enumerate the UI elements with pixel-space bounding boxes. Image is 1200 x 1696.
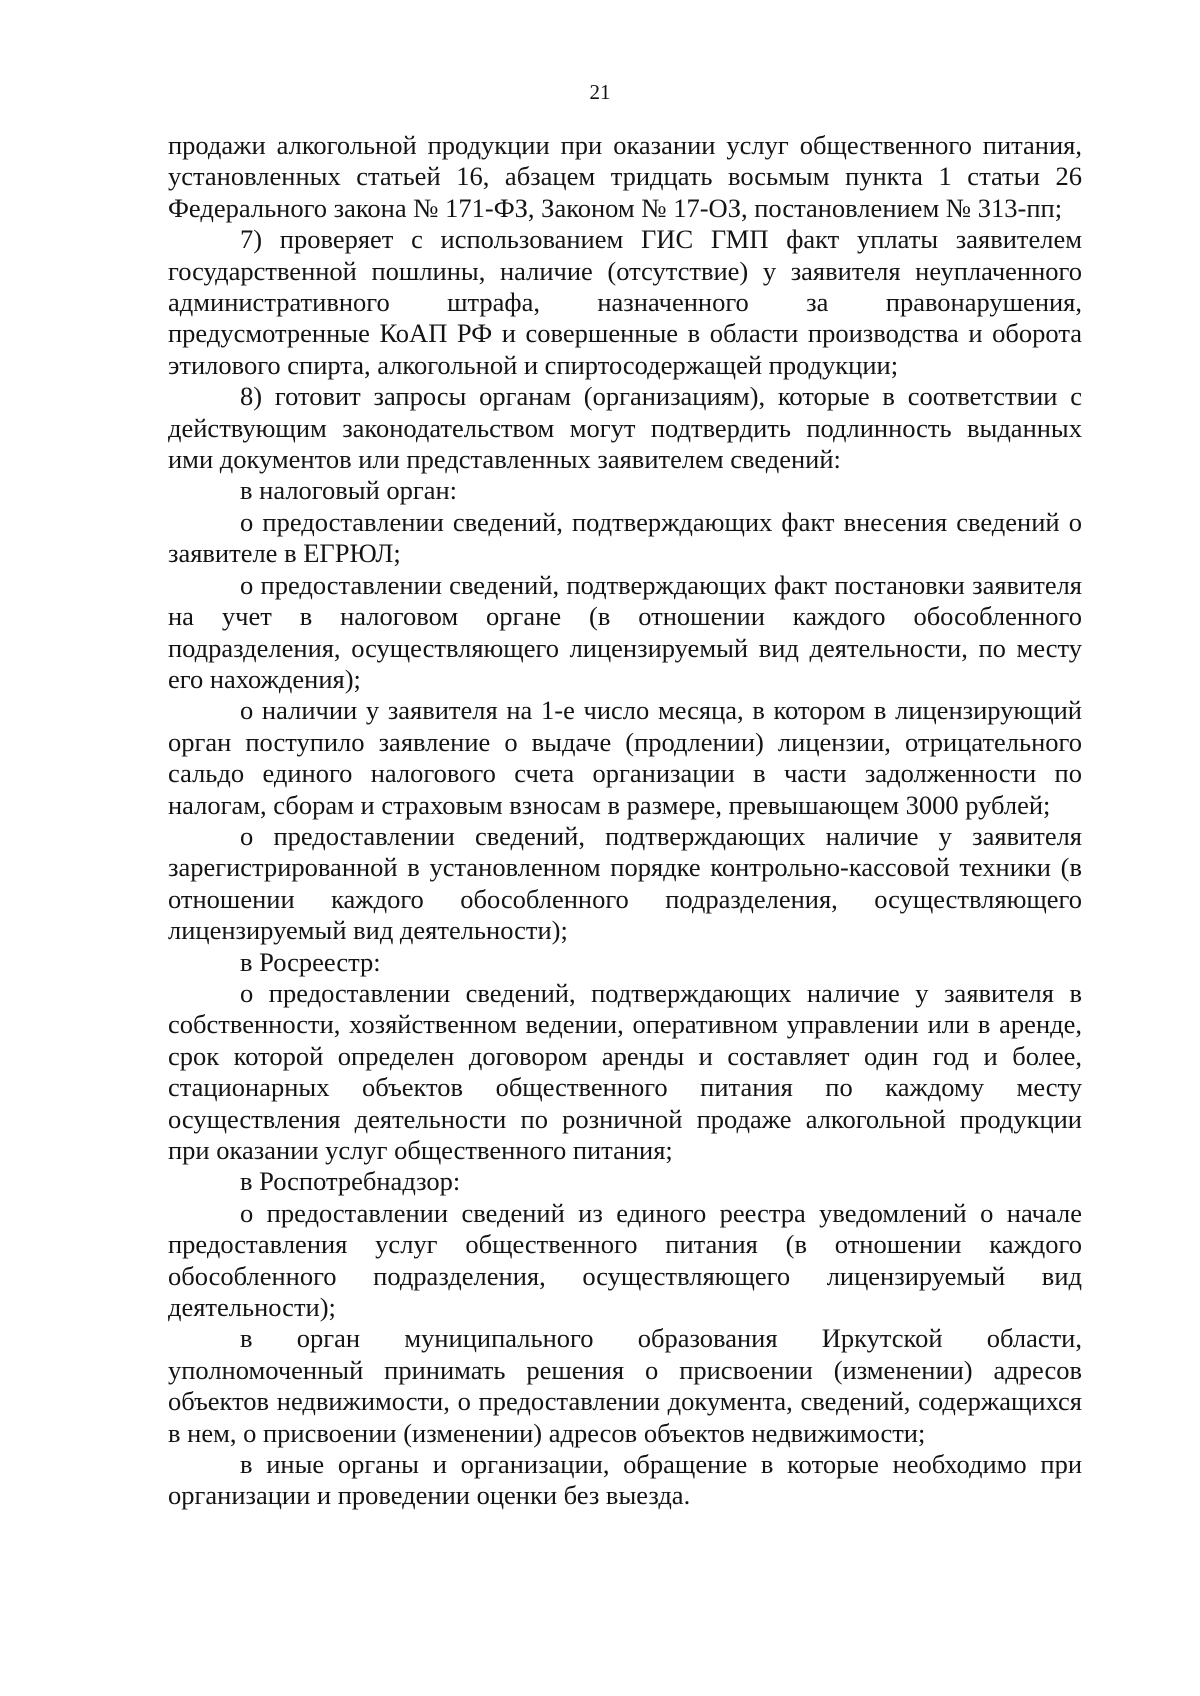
paragraph-municipal-body-request: в орган муниципального образования Иркутской области, уполномоченный принимать решения о присвоении (изменении) адресов объектов недвижимости, о предоставлении документа, сведений, содержащихся в нем, о присвоении (изменении) адресов объектов недвижимости;: [168, 1323, 1082, 1448]
paragraph-notification-registry-request: о предоставлении сведений из единого реестра уведомлений о начале предоставления услуг общественного питания (в отношении каждого обособленного подразделения, осуществляющего лицензируемый вид деятельности);: [168, 1197, 1082, 1323]
document-body: [168, 130, 1082, 1512]
paragraph-rosreestr-heading: в Росреестр:: [240, 946, 381, 977]
paragraph-property-request: о предоставлении сведений, подтверждающих наличие у заявителя в собственности, хозяйственном ведении, оперативном управлении или в аренде, срок которой определен договором аренды и составляет один год и более, стационарных объектов общественного питания по каждому месту осуществления деятельности по розничной продаже алкогольной продукции при оказании услуг общественного питания;: [168, 977, 1082, 1165]
paragraph-item-7: 7) проверяет с использованием ГИС ГМП факт уплаты заявителем государственной пошлины, наличие (отсутствие) у заявителя неуплаченного административного штрафа, назначенного за правонарушения, предусмотренные КоАП РФ и совершенные в области производства и оборота этилового спирта, алкогольной и спиртосодержащей продукции;: [168, 224, 1082, 380]
paragraph-tax-registration-request: о предоставлении сведений, подтверждающих факт постановки заявителя на учет в налоговом органе (в отношении каждого обособленного подразделения, осуществляющего лицензируемый вид деятельности, по месту его нахождения);: [168, 569, 1082, 694]
page-number: 21: [589, 80, 611, 104]
paragraph-egrul-request: о предоставлении сведений, подтверждающих факт внесения сведений о заявителе в ЕГРЮЛ;: [168, 506, 1082, 569]
paragraph-rospotrebnadzor-heading: в Роспотребнадзор:: [240, 1166, 461, 1197]
paragraph-tax-authority-heading: в налоговый орган:: [240, 475, 458, 506]
paragraph-cash-register-request: о предоставлении сведений, подтверждающих наличие у заявителя зарегистрированной в установленном порядке контрольно-кассовой техники (в отношении каждого обособленного подразделения, осуществляющего лицензируемый вид деятельности);: [168, 820, 1082, 946]
paragraph-tax-debt-request: о наличии у заявителя на 1-е число месяца, в котором в лицензирующий орган поступило заявление о выдаче (продлении) лицензии, отрицательного сальдо единого налогового счета организации в части задолженности по налогам, сборам и страховым взносам в размере, превышающем 3000 рублей;: [168, 695, 1082, 820]
paragraph-continuation: продажи алкогольной продукции при оказании услуг общественного питания, установленных статьей 16, абзацем тридцать восьмым пункта 1 статьи 26 Федерального закона № 171-ФЗ, Законом № 17-ОЗ, постановлением № 313-пп;: [168, 130, 1082, 223]
paragraph-item-8: 8) готовит запросы органам (организациям), которые в соответствии с действующим законодательством могут подтвердить подлинность выданных ими документов или представленных заявителем сведений:: [168, 381, 1082, 475]
paragraph-other-bodies-request: в иные органы и организации, обращение в которые необходимо при организации и проведении оценки без выезда.: [168, 1449, 1082, 1511]
